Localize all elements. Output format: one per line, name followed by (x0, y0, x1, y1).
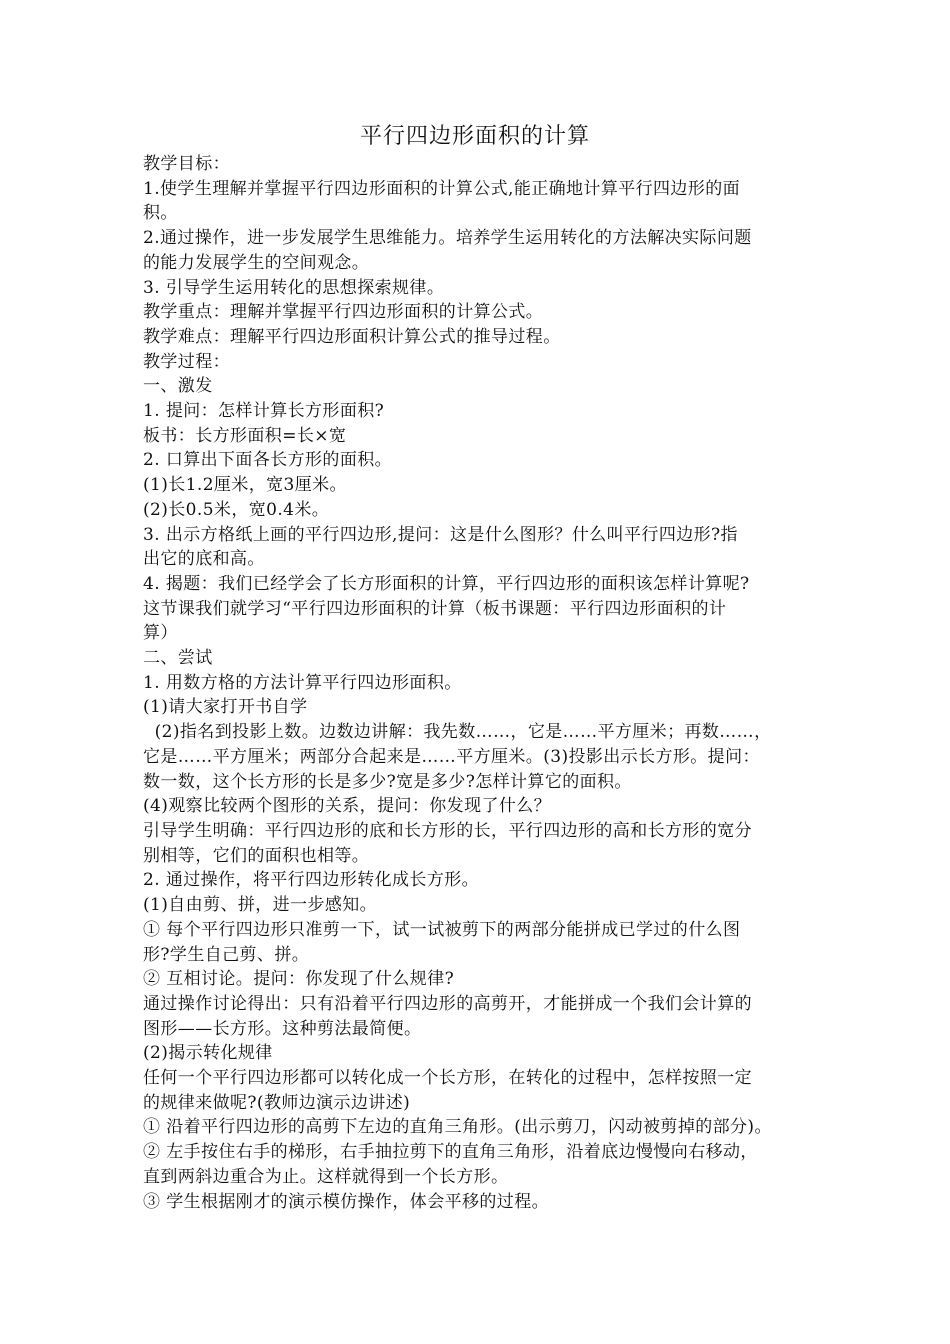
text-line: (1)长1.2厘米，宽3厘米。 (143, 475, 347, 496)
text-line: 教学重点：理解并掌握平行四边形面积的计算公式。 (143, 302, 544, 323)
text-line: 3. 出示方格纸上画的平行四边形,提问：这是什么图形？什么叫平行四边形?指 (143, 524, 738, 545)
document-body (143, 152, 823, 1214)
text-line: ③ 学生根据刚才的演示模仿操作，体会平移的过程。 (143, 1191, 550, 1212)
text-line: (1)自由剪、拼，进一步感知。 (143, 895, 378, 916)
text-line: 2. 口算出下面各长方形的面积。 (143, 450, 393, 471)
text-line: ① 沿着平行四边形的高剪下左边的直角三角形。(出示剪刀，闪动被剪掉的部分)。 (143, 1117, 772, 1138)
text-line: 一、激发 (143, 376, 213, 397)
text-line: 直到两斜边重合为止。这样就得到一个长方形。 (143, 1166, 509, 1187)
text-line: 引导学生明确：平行四边形的底和长方形的长，平行四边形的高和长方形的宽分 (143, 820, 752, 841)
text-line: 形?学生自己剪、拼。 (143, 944, 310, 965)
text-line: ① 每个平行四边形只准剪一下，试一试被剪下的两部分能拼成已学过的什么图 (143, 919, 741, 940)
text-line: 数一数，这个长方形的长是多少?宽是多少?怎样计算它的面积。 (143, 771, 632, 792)
text-line: 通过操作讨论得出：只有沿着平行四边形的高剪开，才能拼成一个我们会计算的 (143, 993, 752, 1014)
text-line: ② 左手按住右手的梯形，右手抽拉剪下的直角三角形，沿着底边慢慢向右移动， (143, 1142, 758, 1163)
text-line: 4. 揭题：我们已经学会了长方形面积的计算，平行四边形的面积该怎样计算呢? (143, 573, 750, 594)
text-line: (2)指名到投影上数。边数边讲解：我先数……，它是……平方厘米；再数……， (143, 722, 772, 743)
text-line: 二、尝试 (143, 648, 213, 669)
text-line: 图形——长方形。这种剪法最简便。 (143, 1018, 422, 1039)
page-title: 平行四边形面积的计算 (359, 124, 590, 149)
text-line: 3. 引导学生运用转化的思想探索规律。 (143, 277, 445, 298)
text-line: (1)请大家打开书自学 (143, 697, 308, 718)
text-line: 2.通过操作，进一步发展学生思维能力。培养学生运用转化的方法解决实际问题 (143, 228, 752, 249)
text-line: 1. 提问：怎样计算长方形面积? (143, 401, 385, 422)
text-line: (2)揭示转化规律 (143, 1043, 273, 1064)
text-line: 2. 通过操作，将平行四边形转化成长方形。 (143, 870, 480, 891)
text-line: 它是……平方厘米；两部分合起来是……平方厘米。(3)投影出示长方形。提问： (143, 746, 760, 767)
text-line: 的能力发展学生的空间观念。 (143, 252, 370, 273)
text-line: 的规律来做呢?(教师边演示边讲述) (143, 1092, 411, 1113)
text-line: 算） (143, 623, 178, 644)
text-line: 板书：长方形面积=长×宽 (143, 425, 347, 446)
text-line: 教学目标： (143, 154, 230, 174)
text-line: 1.使学生理解并掌握平行四边形面积的计算公式,能正确地计算平行四边形的面 (143, 178, 741, 199)
text-line: 出它的底和高。 (143, 549, 265, 570)
text-line: 别相等，它们的面积也相等。 (143, 845, 370, 866)
text-line: 任何一个平行四边形都可以转化成一个长方形，在转化的过程中，怎样按照一定 (143, 1068, 752, 1089)
text-line: 这节课我们就学习“平行四边形面积的计算（板书课题：平行四边形面积的计 (143, 598, 727, 619)
text-line: 积。 (143, 203, 178, 224)
text-line: 1. 用数方格的方法计算平行四边形面积。 (143, 672, 462, 693)
text-line: 教学难点：理解平行四边形面积计算公式的推导过程。 (143, 326, 561, 347)
text-line: (4)观察比较两个图形的关系，提问：你发现了什么？ (143, 796, 552, 817)
text-line: ② 互相讨论。提问：你发现了什么规律? (143, 969, 455, 990)
text-line: 教学过程： (143, 351, 230, 372)
text-line: (2)长0.5米，宽0.4米。 (143, 499, 330, 520)
